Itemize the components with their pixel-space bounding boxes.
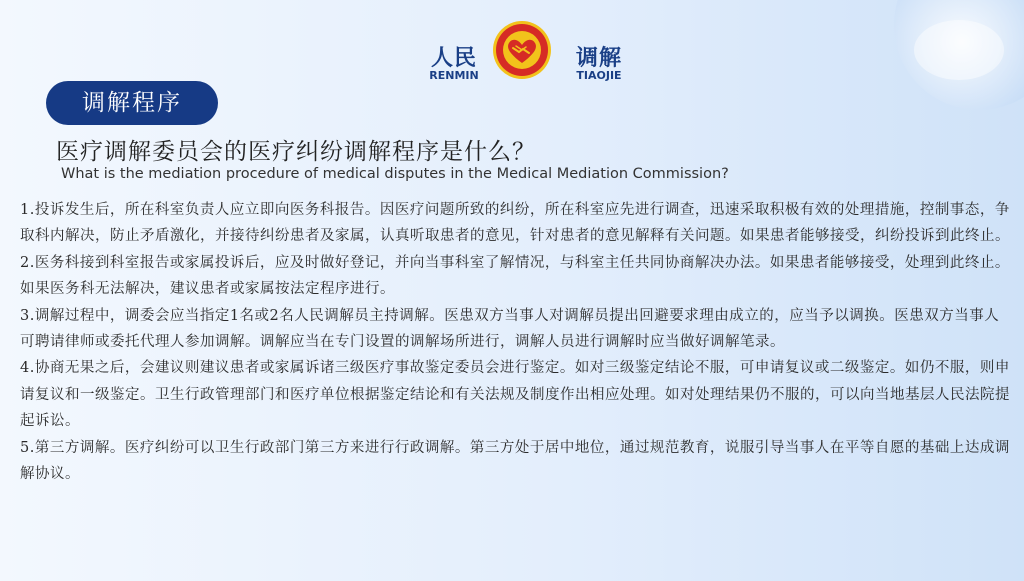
logo-right-pinyin: TIAOJIE xyxy=(576,69,622,82)
procedure-text xyxy=(20,197,1010,487)
logo-left-cn: 人民 xyxy=(430,46,477,71)
procedure-step-4: 4.协商无果之后，会建议则建议患者或家属诉诸三级医疗事故鉴定委员会进行鉴定。如对三级鉴定结论不服，可申请复议或二级鉴定。如仍不服，则申请复议和一级鉴定。卫生行政管理部门和医疗单位根据鉴定结论和有关法规及制度作出相应处理。如对处理结果仍不服的，可以向当地基层人民法院提起诉讼。 xyxy=(20,360,1010,430)
logo-right-text xyxy=(564,48,634,82)
logo-left-text xyxy=(414,48,494,82)
decorative-highlight xyxy=(914,20,1004,80)
procedure-step-3: 3.调解过程中，调委会应当指定1名或2名人民调解员主持调解。医患双方当事人对调解员提出回避要求理由成立的，应当予以调换。医患双方当事人可聘请律师或委托代理人参加调解。调解应当在专门设置的调解场所进行，调解人员进行调解时应当做好调解笔录。 xyxy=(20,307,1000,351)
procedure-step-1: 1.投诉发生后，所在科室负责人应立即向医务科报告。因医疗问题所致的纠纷，所在科室应先进行调查，迅速采取积极有效的处理措施，控制事态，争取科内解决，防止矛盾激化，并接待纠纷患者及家属，认真听取患者的意见，针对患者的意见解释有关问题。如果患者能够接受，纠纷投诉到此终止。 xyxy=(20,202,1010,245)
logo-left-pinyin: RENMIN xyxy=(429,69,479,82)
section-tag: 调解程序 xyxy=(46,81,218,125)
procedure-step-5: 5.第三方调解。医疗纠纷可以卫生行政部门第三方来进行行政调解。第三方处于居中地位，通过规范教育，说服引导当事人在平等自愿的基础上达成调解协议。 xyxy=(20,439,1010,483)
renmin-tiaojie-logo xyxy=(412,14,627,90)
handshake-heart-icon xyxy=(492,18,552,82)
logo-right-cn: 调解 xyxy=(575,46,622,71)
page-title: 医疗调解委员会的医疗纠纷调解程序是什么？ xyxy=(56,139,536,165)
page-subtitle-english: What is the mediation procedure of medical disputes in the Medical Mediation Commission? xyxy=(61,166,729,182)
procedure-step-2: 2.医务科接到科室报告或家属投诉后，应及时做好登记，并向当事科室了解情况，与科室主任共同协商解决办法。如果患者能够接受，处理到此终止。如果医务科无法解决，建议患者或家属按法定程序进行。 xyxy=(20,254,1010,298)
